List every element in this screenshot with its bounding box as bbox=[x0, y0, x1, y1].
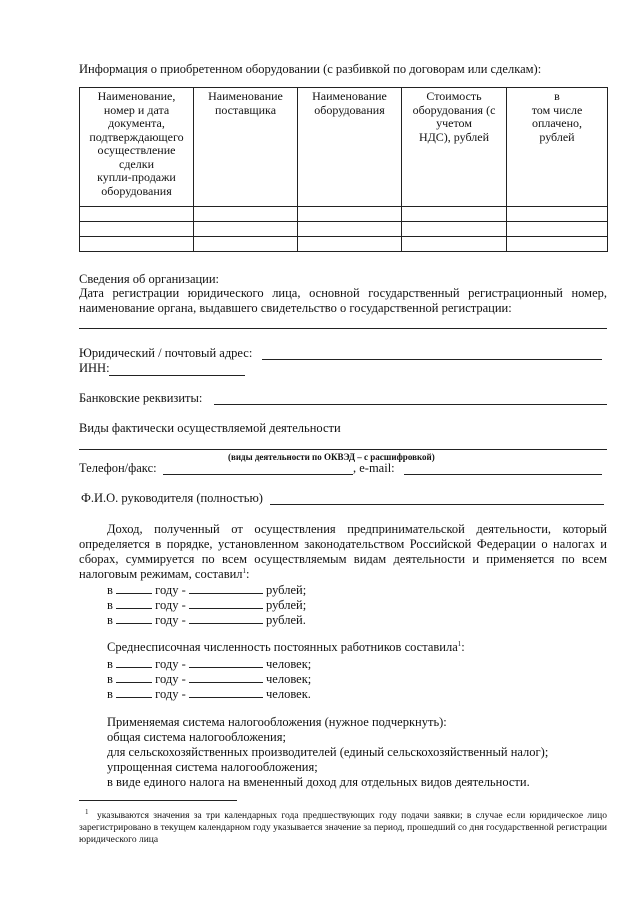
bank-label: Банковские реквизиты: bbox=[79, 391, 203, 405]
year-field[interactable] bbox=[116, 686, 152, 698]
income-text: Доход, полученный от осуществления предпринимательской деятельности, который определяется в порядке, установленном законодательством Российской Федерации о налогах и сборах, суммируется по всем осуществляемым видам деятельности и применяется по всем налоговым режимам, составил bbox=[79, 522, 607, 581]
inn-field[interactable] bbox=[109, 375, 245, 376]
table-cell[interactable] bbox=[402, 222, 507, 237]
table-row bbox=[80, 237, 608, 252]
table-cell[interactable] bbox=[298, 207, 402, 222]
footnote bbox=[79, 807, 607, 846]
phone-field[interactable] bbox=[163, 474, 353, 475]
count-field[interactable] bbox=[189, 671, 263, 683]
count-field[interactable] bbox=[189, 686, 263, 698]
director-field[interactable] bbox=[270, 504, 604, 505]
column-header-supplier: Наименование поставщика bbox=[194, 88, 298, 207]
bank-field[interactable] bbox=[214, 404, 607, 405]
table-cell[interactable] bbox=[298, 237, 402, 252]
staff-paragraph: Среднесписочная численность постоянных работников составила$^1$: bbox=[107, 639, 465, 654]
table-row bbox=[80, 207, 608, 222]
staff-line: в году - человек. bbox=[107, 687, 311, 701]
income-line: в году - рублей. bbox=[107, 613, 306, 627]
table-cell[interactable] bbox=[194, 222, 298, 237]
registration-label: Дата регистрации юридического лица, основной государственный регистрационный номер, наименование органа, выдавшего свидетельство о государственной регистрации: bbox=[79, 286, 607, 315]
activity-label: Виды фактически осуществляемой деятельности bbox=[79, 421, 341, 435]
staff-line: в году - человек; bbox=[107, 657, 312, 671]
address-label: Юридический / почтовый адрес: bbox=[79, 346, 253, 360]
table-cell[interactable] bbox=[80, 222, 194, 237]
table-cell[interactable] bbox=[402, 237, 507, 252]
email-field[interactable] bbox=[404, 474, 602, 475]
address-field[interactable] bbox=[262, 359, 602, 360]
equipment-table bbox=[79, 87, 608, 252]
table-cell[interactable] bbox=[507, 207, 608, 222]
table-cell[interactable] bbox=[507, 222, 608, 237]
count-field[interactable] bbox=[189, 656, 263, 668]
table-cell[interactable] bbox=[507, 237, 608, 252]
email-label: , e-mail: bbox=[353, 461, 395, 475]
tax-option-general[interactable]: общая система налогообложения; bbox=[107, 730, 286, 744]
table-cell[interactable] bbox=[298, 222, 402, 237]
staff-line: в году - человек; bbox=[107, 672, 312, 686]
tax-option-imputed[interactable]: в виде единого налога на вмененный доход для отдельных видов деятельности. bbox=[107, 775, 530, 789]
year-field[interactable] bbox=[116, 671, 152, 683]
footnote-ref: 1 bbox=[242, 566, 247, 575]
footnote-mark: 1 bbox=[85, 807, 89, 816]
inn-label: ИНН: bbox=[79, 361, 110, 375]
table-cell[interactable] bbox=[80, 207, 194, 222]
registration-field[interactable] bbox=[79, 328, 607, 329]
table-row bbox=[80, 222, 608, 237]
income-line: в году - рублей; bbox=[107, 583, 307, 597]
activity-hint: (виды деятельности по ОКВЭД – с расшифровкой) bbox=[228, 452, 435, 462]
table-header-row bbox=[80, 88, 608, 207]
income-paragraph: Доход, полученный от осуществления предпринимательской деятельности, который определяется в порядке, установленном законодательством Российской Федерации о налогах и сборах, суммируется по всем осуществляемым видам деятельности и применяется по всем налоговым режимам, составил$^1$: bbox=[79, 522, 607, 581]
amount-field[interactable] bbox=[189, 597, 263, 609]
amount-field[interactable] bbox=[189, 582, 263, 594]
year-field[interactable] bbox=[116, 612, 152, 624]
year-field[interactable] bbox=[116, 597, 152, 609]
footnote-ref: 1 bbox=[457, 639, 462, 648]
footnote-divider bbox=[79, 800, 237, 801]
column-header-paid: в том числе оплачено, рублей bbox=[507, 88, 608, 207]
income-line: в году - рублей; bbox=[107, 598, 307, 612]
column-header-equipment: Наименование оборудования bbox=[298, 88, 402, 207]
table-cell[interactable] bbox=[402, 207, 507, 222]
column-header-cost: Стоимость оборудования (с учетом НДС), рублей bbox=[402, 88, 507, 207]
amount-field[interactable] bbox=[189, 612, 263, 624]
year-field[interactable] bbox=[116, 582, 152, 594]
column-header-document: Наименование, номер и дата документа, подтверждающего осуществление сделки купли-продажи оборудования bbox=[80, 88, 194, 207]
tax-option-agricultural[interactable]: для сельскохозяйственных производителей (единый сельскохозяйственный налог); bbox=[107, 745, 549, 759]
tax-heading: Применяемая система налогообложения (нужное подчеркнуть): bbox=[107, 715, 447, 729]
equipment-heading: Информация о приобретенном оборудовании (с разбивкой по договорам или сделкам): bbox=[79, 62, 542, 76]
table-cell[interactable] bbox=[80, 237, 194, 252]
staff-text: Среднесписочная численность постоянных работников составила bbox=[107, 640, 458, 654]
tax-option-simplified[interactable]: упрощенная система налогообложения; bbox=[107, 760, 318, 774]
year-field[interactable] bbox=[116, 656, 152, 668]
table-cell[interactable] bbox=[194, 237, 298, 252]
table-cell[interactable] bbox=[194, 207, 298, 222]
director-label: Ф.И.О. руководителя (полностью) bbox=[81, 491, 263, 505]
footnote-text: указываются значения за три календарных года предшествующих году подачи заявки; в случае если юридическое лицо зарегистрировано в текущем календарном году указывается значение за период, прошедший со дня государственной регистрации юридического лица bbox=[79, 811, 607, 845]
phone-label: Телефон/факс: bbox=[79, 461, 157, 475]
org-heading: Сведения об организации: bbox=[79, 272, 220, 286]
